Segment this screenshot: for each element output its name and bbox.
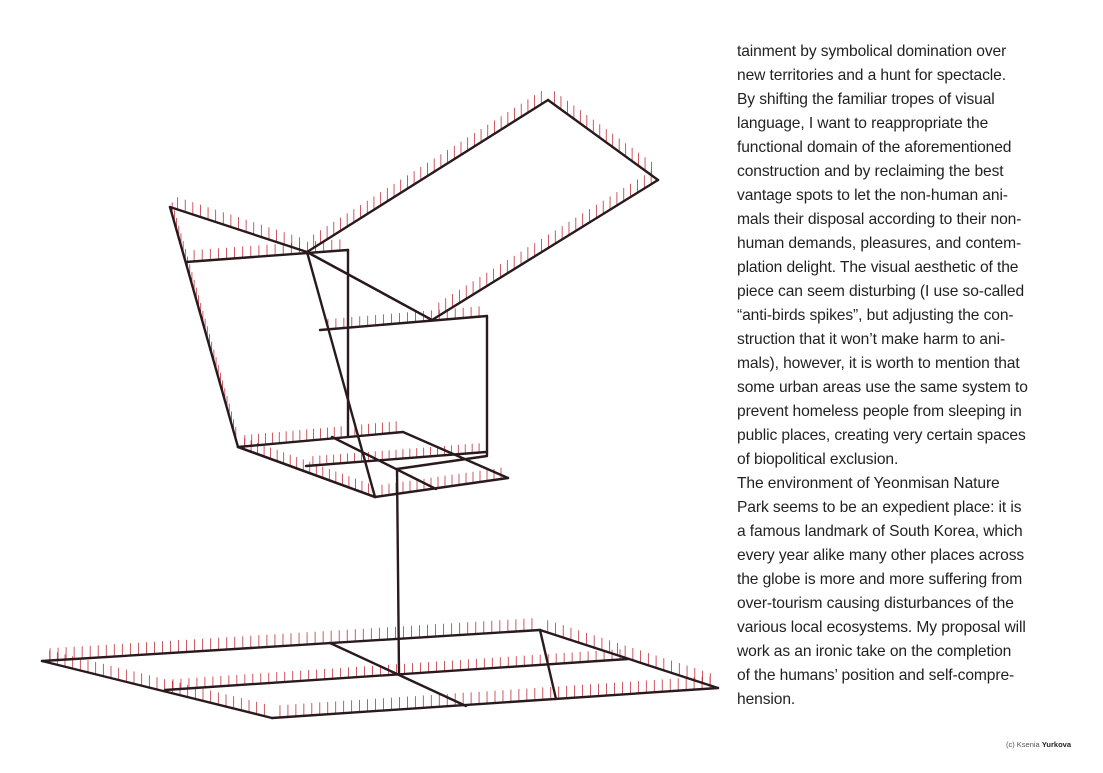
text-line: a famous landmark of South Korea, which <box>737 523 1023 540</box>
frame-edge <box>170 207 307 252</box>
text-line: the globe is more and more suffering from <box>737 571 1023 588</box>
text-line: every year alike many other places across <box>737 547 1025 564</box>
text-line: new territories and a hunt for spectacle. <box>737 67 1006 84</box>
frame-edge <box>42 661 272 718</box>
text-line: over-tourism causing disturbances of the <box>737 595 1014 612</box>
frame-edge <box>320 316 487 330</box>
frame-edge <box>397 469 399 673</box>
text-line: struction that it won’t make harm to ani- <box>737 331 1006 348</box>
credit-name: Yurkova <box>1041 740 1071 749</box>
frame-edge <box>548 100 658 180</box>
text-line: of the humans’ position and self-compre- <box>737 667 1015 684</box>
text-line: functional domain of the aforementioned <box>737 139 1012 156</box>
text-line: prevent homeless people from sleeping in <box>737 403 1022 420</box>
text-line: mals their disposal according to their non- <box>737 211 1022 228</box>
text-line: of biopolitical exclusion. <box>737 451 899 468</box>
text-line: work as an ironic take on the completion <box>737 643 1012 660</box>
text-line: construction and by reclaiming the best <box>737 163 1004 180</box>
text-line: human demands, pleasures, and contem- <box>737 235 1022 252</box>
frame-edge <box>170 207 238 447</box>
frame-edge <box>307 252 432 320</box>
text-line: By shifting the familiar tropes of visual <box>737 91 995 108</box>
text-line: The environment of Yeonmisan Nature <box>737 475 1000 492</box>
frame-edge <box>307 100 548 252</box>
copyright-credit <box>1006 740 1071 749</box>
text-line: vantage spots to let the non-human ani- <box>737 187 1008 204</box>
text-line: “anti-birds spikes”, but adjusting the con- <box>737 307 1014 324</box>
text-line: some urban areas use the same system to <box>737 379 1028 396</box>
text-line: various local ecosystems. My proposal will <box>737 619 1026 636</box>
credit-prefix: (c) Ksenia <box>1005 740 1040 749</box>
article-text <box>737 40 1077 712</box>
text-line: public places, creating very certain spaces <box>737 427 1026 444</box>
text-line: hension. <box>737 691 796 708</box>
text-line: Park seems to be an expedient place: it is <box>737 499 1022 516</box>
text-line: tainment by symbolical domination over <box>737 43 1007 60</box>
text-line: plation delight. The visual aesthetic of the <box>737 259 1019 276</box>
frame-edge <box>432 180 658 320</box>
text-line: piece can seem disturbing (I use so-called <box>737 283 1025 300</box>
text-line: language, I want to reappropriate the <box>737 115 989 132</box>
text-line: mals), however, it is worth to mention that <box>737 355 1020 372</box>
anti-bird-spikes <box>50 91 711 717</box>
frame-edge <box>375 478 508 497</box>
